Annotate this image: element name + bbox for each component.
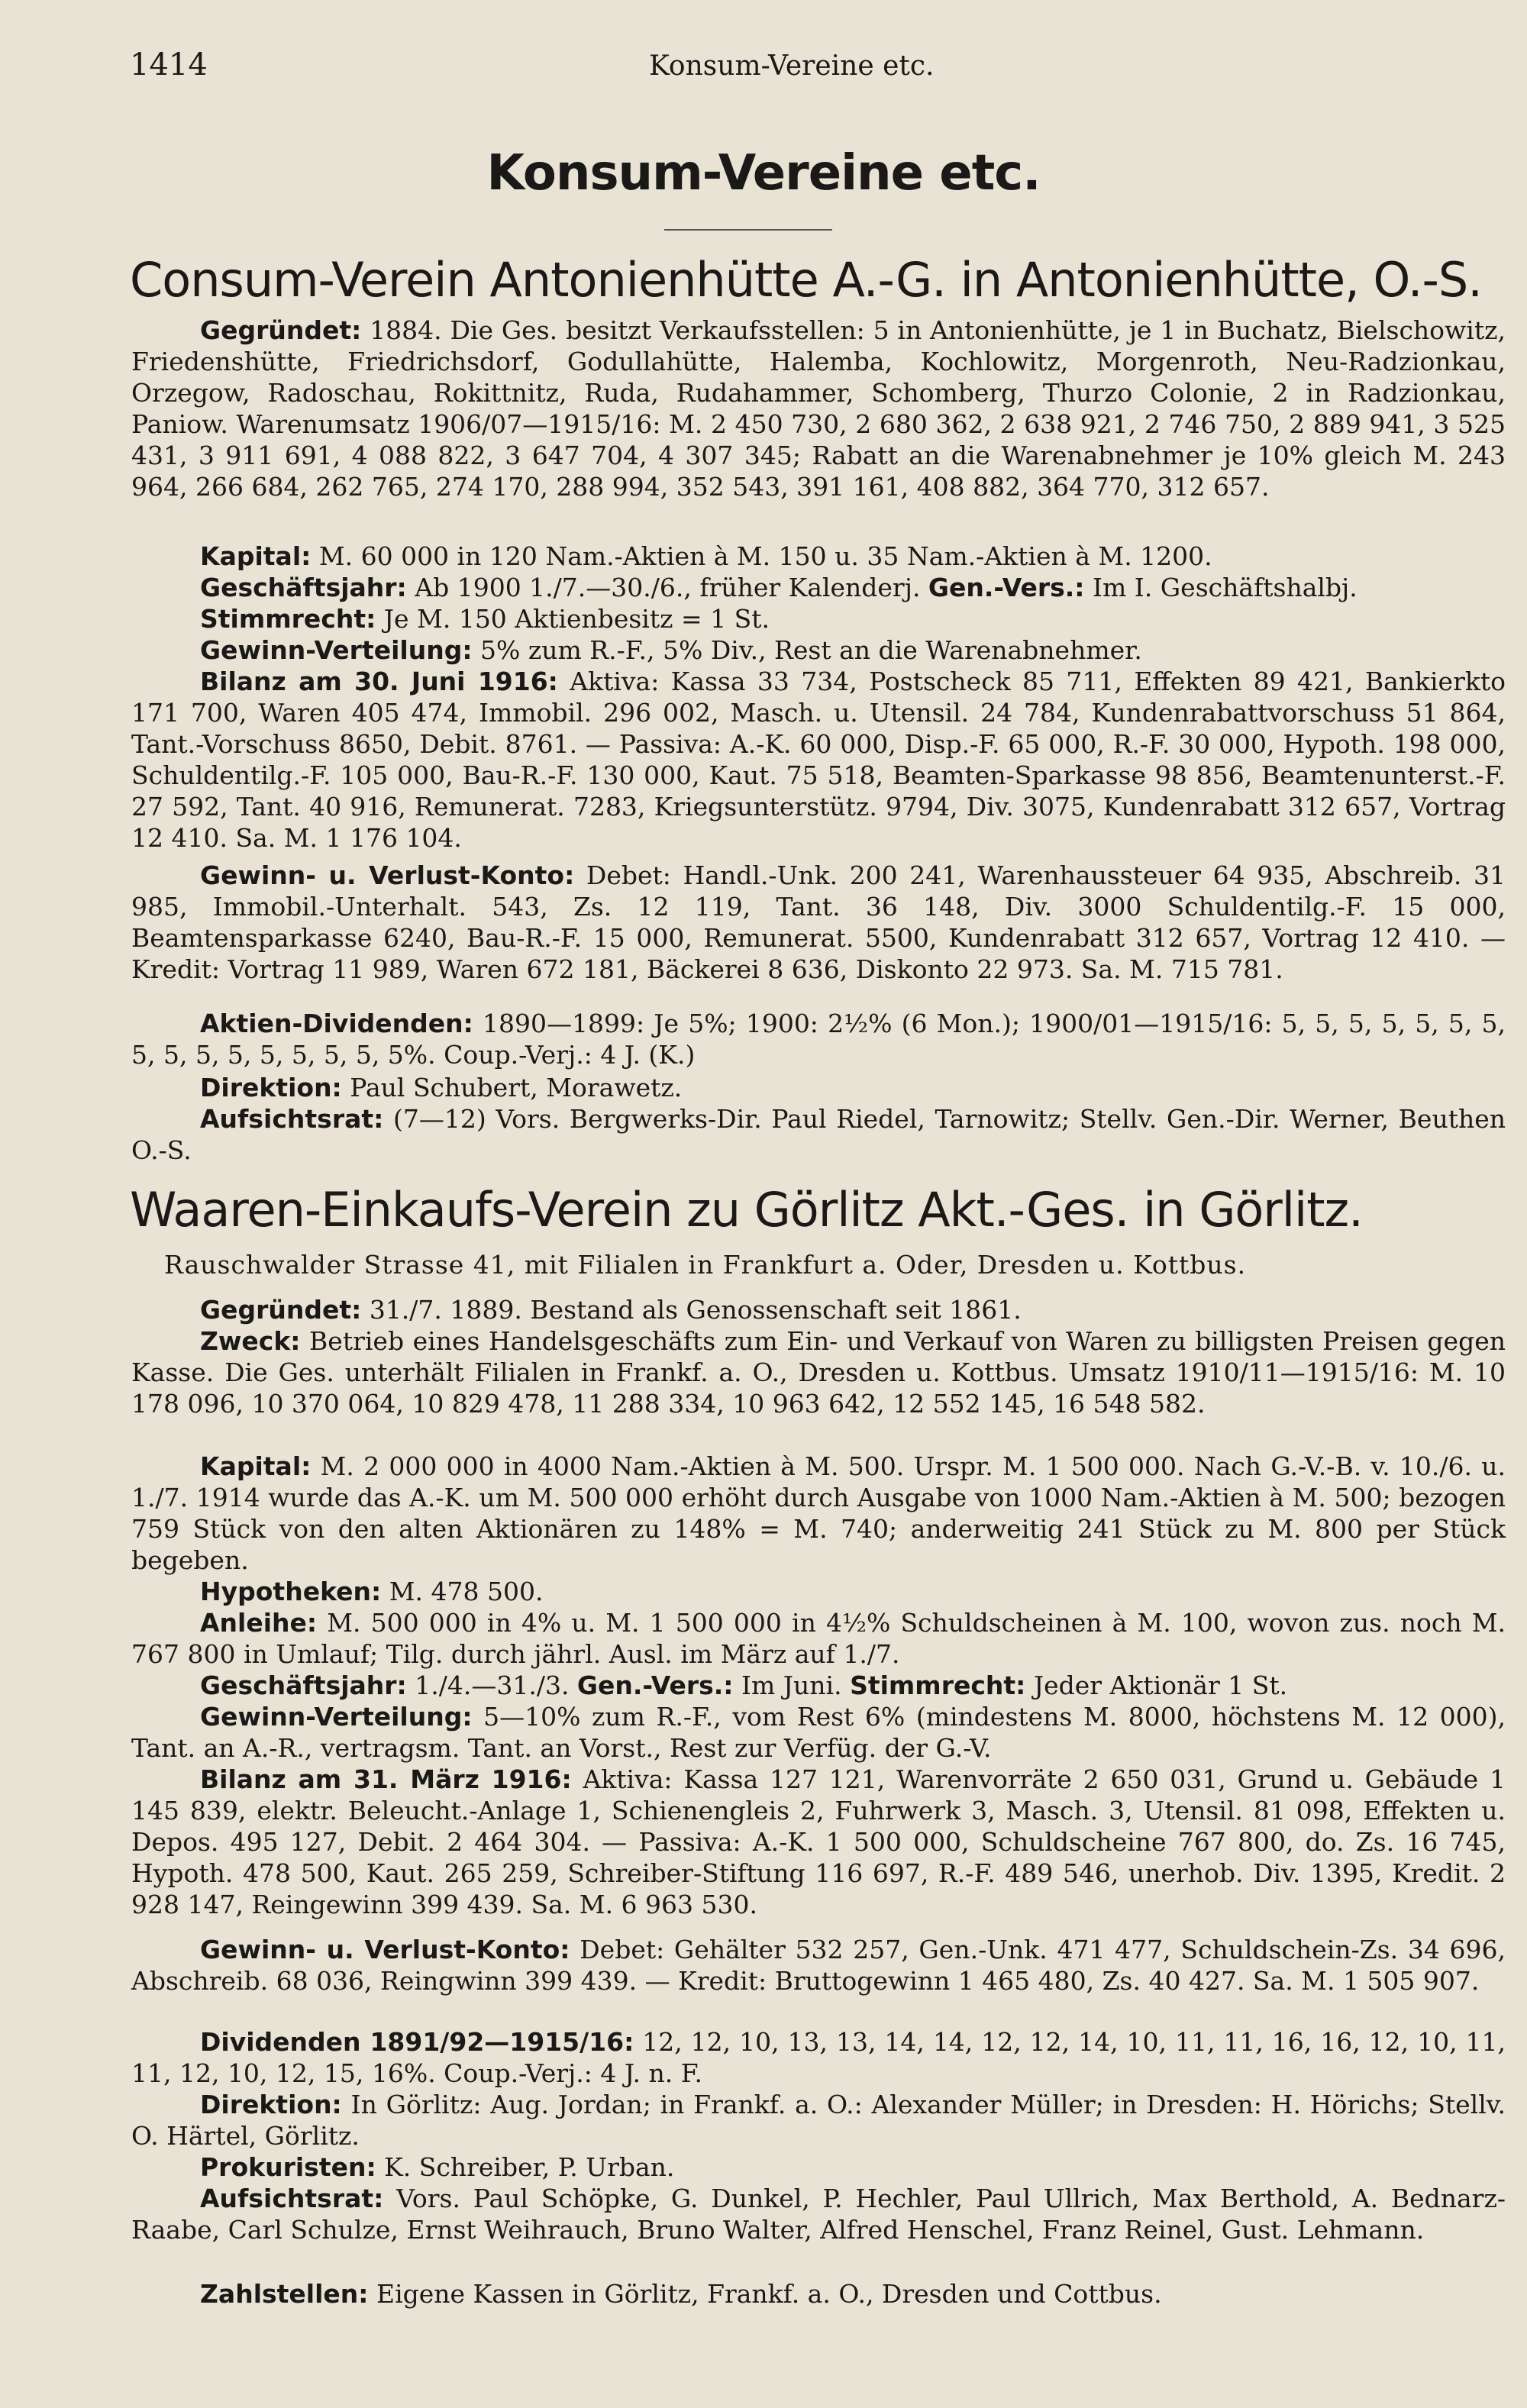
entry2-bilanz: Bilanz am 31. März 1916: Aktiva: Kassa 127 121, Warenvorräte 2 650 031, Grund u. Gebäude 1 145 839, elektr. Beleucht.-Anlage 1, Schienengleis 2, Fuhrwerk 3, Masch. 3, Utensil. 81 098, Effekten u. Depos. 495 127, Debit. 2 464 304. — Passiva: A.-K. 1 500 000, Schuldscheine 767 800, do. Zs. 16 745, Hypoth. 478 500, Kaut. 265 259, Schreiber-Stiftung 116 697, R.-F. 489 546, unerhob. Div. 1395, Kredit. 2 928 147, Reingewinn 399 439. Sa. M. 6 963 530. <box>131 1764 1506 1919</box>
entry2-zweck: Zweck: Betrieb eines Handelsgeschäfts zum Ein- und Verkauf von Waren zu billigsten Preisen gegen Kasse. Die Ges. unterhält Filialen in Frankf. a. O., Dresden u. Kottbus. Umsatz 1910/11—1915/16: M. 10 178 096, 10 370 064, 10 829 478, 11 288 334, 10 963 642, 12 552 145, 16 548 582. <box>131 1326 1506 1419</box>
entry2-prokuristen: Prokuristen: K. Schreiber, P. Urban. <box>200 2152 675 2182</box>
entry1-aufsichtsrat: Aufsichtsrat: (7—12) Vors. Bergwerks-Dir. Paul Riedel, Tarnowitz; Stellv. Gen.-Dir. Werner, Beuthen O.-S. <box>131 1104 1506 1165</box>
entry2-geschaeftsjahr: Geschäftsjahr: 1./4.—31./3. Gen.-Vers.: Im Juni. Stimmrecht: Jeder Aktionär 1 St. <box>200 1670 1288 1700</box>
entry2-anleihe: Anleihe: M. 500 000 in 4% u. M. 1 500 000 in 4½% Schuldscheinen à M. 100, wovon zus. noch M. 767 800 in Umlauf; Tilg. durch jährl. Ausl. im März auf 1./7. <box>131 1608 1506 1669</box>
entry1-dividenden: Aktien-Dividenden: 1890—1899: Je 5%; 1900: 2½% (6 Mon.); 1900/01—1915/16: 5, 5, 5, 5, 5, 5, 5, 5, 5, 5, 5, 5, 5, 5, 5, 5%. Coup.-Verj.: 4 J. (K.) <box>131 1009 1506 1070</box>
entry1-bilanz: Bilanz am 30. Juni 1916: Aktiva: Kassa 33 734, Postscheck 85 711, Effekten 89 421, Bankierkto 171 700, Waren 405 474, Immobil. 296 002, Masch. u. Utensil. 24 784, Kundenrabattvorschuss 51 864, Tant.-Vorschuss 8650, Debit. 8761. — Passiva: A.-K. 60 000, Disp.-F. 65 000, R.-F. 30 000, Hypoth. 198 000, Schuldentilg.-F. 105 000, Bau-R.-F. 130 000, Kaut. 75 518, Beamten-Sparkasse 98 856, Beamtenunterst.-F. 27 592, Tant. 40 916, Remunerat. 7283, Kriegsunterstütz. 9794, Div. 3075, Kundenrabatt 312 657, Vortrag 12 410. Sa. M. 1 176 104. <box>131 667 1506 853</box>
entry1-direktion: Direktion: Paul Schubert, Morawetz. <box>200 1073 683 1102</box>
page-header <box>130 47 1504 93</box>
entry1-stimmrecht: Stimmrecht: Je M. 150 Aktienbesitz = 1 St. <box>200 604 770 634</box>
entry-title-goerlitz: Waaren-Einkaufs-Verein zu Görlitz Akt.-Ges. in Görlitz. <box>130 1182 1363 1238</box>
entry1-gegruendet: Gegründet: 1884. Die Ges. besitzt Verkaufsstellen: 5 in Antonienhütte, je 1 in Buchatz, Bielschowitz, Friedenshütte, Friedrichsdorf, Godullahütte, Halemba, Kochlowitz, Morgenroth, Neu-Radzionkau, Orzegow, Radoschau, Rokittnitz, Ruda, Rudahammer, Schomberg, Thurzo Colonie, 2 in Radzionkau, Paniow. Warenumsatz 1906/07—1915/16: M. 2 450 730, 2 680 362, 2 638 921, 2 746 750, 2 889 941, 3 525 431, 3 911 691, 4 088 822, 3 647 704, 4 307 345; Rabatt an die Warenabnehmer je 10% gleich M. 243 964, 266 684, 262 765, 274 170, 288 994, 352 543, 391 161, 408 882, 364 770, 312 657. <box>131 315 1506 502</box>
entry2-kapital: Kapital: M. 2 000 000 in 4000 Nam.-Aktien à M. 500. Urspr. M. 1 500 000. Nach G.-V.-B. v. 10./6. u. 1./7. 1914 wurde das A.-K. um M. 500 000 erhöht durch Ausgabe von 1000 Nam.-Aktien à M. 500; bezogen 759 Stück von den alten Aktionären zu 148% = M. 740; anderweitig 241 Stück zu M. 800 per Stück begeben. <box>131 1451 1506 1575</box>
entry2-gewinn-verteilung: Gewinn-Verteilung: 5—10% zum R.-F., vom Rest 6% (mindestens M. 8000, höchstens M. 12 000), Tant. an A.-R., vertragsm. Tant. an Vorst., Rest zur Verfüg. der G.-V. <box>131 1702 1506 1763</box>
entry1-geschaeftsjahr: Geschäftsjahr: Ab 1900 1./7.—30./6., früher Kalenderj. Gen.-Vers.: Im I. Geschäftshalbj. <box>200 573 1358 602</box>
entry2-gegruendet: Gegründet: 31./7. 1889. Bestand als Genossenschaft seit 1861. <box>200 1295 1022 1325</box>
entry2-address: Rauschwalder Strasse 41, mit Filialen in Frankfurt a. Oder, Dresden u. Kottbus. <box>164 1250 1247 1280</box>
entry2-aufsichtsrat: Aufsichtsrat: Vors. Paul Schöpke, G. Dunkel, P. Hechler, Paul Ullrich, Max Berthold, A. Bednarz-Raabe, Carl Schulze, Ernst Weihrauch, Bruno Walter, Alfred Henschel, Franz Reinel, Gust. Lehmann. <box>131 2184 1506 2245</box>
entry2-gewinn-verlust: Gewinn- u. Verlust-Konto: Debet: Gehälter 532 257, Gen.-Unk. 471 477, Schuldschein-Zs. 34 696, Abschreib. 68 036, Reingwinn 399 439. — Kredit: Bruttogewinn 1 465 480, Zs. 40 427. Sa. M. 1 505 907. <box>131 1935 1506 1996</box>
entry2-hypotheken: Hypotheken: M. 478 500. <box>200 1577 544 1606</box>
entry1-kapital: Kapital: M. 60 000 in 120 Nam.-Aktien à M. 150 u. 35 Nam.-Aktien à M. 1200. <box>200 541 1212 571</box>
section-title: Konsum-Vereine etc. <box>486 145 1041 202</box>
title-rule <box>664 229 832 231</box>
page-number: 1414 <box>130 47 208 82</box>
entry1-gewinn-verlust: Gewinn- u. Verlust-Konto: Debet: Handl.-Unk. 200 241, Warenhaussteuer 64 935, Abschreib. 31 985, Immobil.-Unterhalt. 543, Zs. 12 119, Tant. 36 148, Div. 3000 Schuldentilg.-F. 15 000, Beamtensparkasse 6240, Bau-R.-F. 15 000, Remunerat. 5500, Kundenrabatt 312 657, Vortrag 12 410. — Kredit: Vortrag 11 989, Waren 672 181, Bäckerei 8 636, Diskonto 22 973. Sa. M. 715 781. <box>131 860 1506 984</box>
entry2-dividenden: Dividenden 1891/92—1915/16: 12, 12, 10, 13, 13, 14, 14, 12, 12, 14, 10, 11, 11, 16, 16, 12, 10, 11, 11, 12, 10, 12, 15, 16%. Coup.-Verj.: 4 J. n. F. <box>131 2027 1506 2088</box>
entry1-gewinn-verteilung: Gewinn-Verteilung: 5% zum R.-F., 5% Div., Rest an die Warenabnehmer. <box>200 635 1142 665</box>
entry2-direktion: Direktion: In Görlitz: Aug. Jordan; in Frankf. a. O.: Alexander Müller; in Dresden: H. Hörichs; Stellv. O. Härtel, Görlitz. <box>131 2090 1506 2151</box>
running-title: Konsum-Vereine etc. <box>649 50 935 82</box>
entry2-zahlstellen: Zahlstellen: Eigene Kassen in Görlitz, Frankf. a. O., Dresden und Cottbus. <box>200 2279 1162 2309</box>
entry-title-antonienhuette: Consum-Verein Antonienhütte A.-G. in Antonienhütte, O.-S. <box>130 252 1482 308</box>
